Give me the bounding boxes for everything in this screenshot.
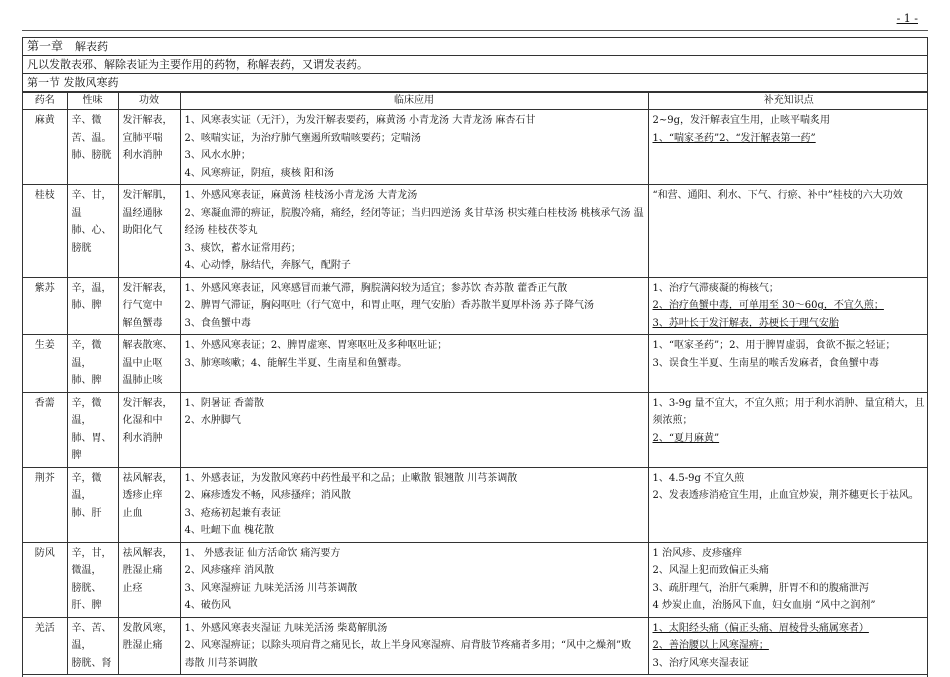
herb-clinical (180, 617, 648, 675)
notes-line: 4 炒炭止血，治肠风下血，妇女血崩 “风中之润剂” (652, 600, 876, 611)
effect-line: 祛风解表， (122, 472, 173, 484)
herb-effect (118, 335, 180, 393)
chapter-subtitle: 解表药 (75, 40, 109, 53)
effect-line: 胜湿止痛 (122, 565, 163, 576)
taste-line: 肺、脾 (71, 300, 102, 311)
clinical-line: 1、 外感表证 仙方活命饮 痛泻要方 (184, 547, 341, 559)
header-clinical: 临床应用 (180, 93, 648, 110)
clinical-line: 2、寒凝血滞的痹证，脘腹冷痛，痛经，经闭等证；当归四逆汤 炙甘草汤 枳实薤白桂枝汤 桃核承气汤 温 (184, 207, 644, 219)
effect-line: 解表散寒、 (122, 340, 173, 351)
table-header-row (23, 93, 928, 110)
table-row (23, 467, 928, 542)
header-rule (22, 30, 928, 31)
herb-effect (118, 110, 180, 185)
herb-table (23, 92, 928, 675)
section-title: 第一节 发散风寒药 (23, 74, 927, 92)
taste-line: 辛、甘， (71, 190, 112, 201)
table-row (23, 542, 928, 617)
notes-line: 3、误食生半夏、生南星的喉舌发麻者，食鱼蟹中毒 (652, 357, 879, 369)
clinical-line: 1、外感风寒表证，麻黄汤 桂枝汤小青龙汤 大青龙汤 (184, 190, 418, 201)
taste-line: 肺、心、 (71, 225, 112, 236)
notes-line: 2、治疗鱼蟹中毒，可单用至 30～60g，不宜久煎； (652, 300, 884, 311)
herb-taste (67, 110, 118, 185)
herb-notes (648, 467, 928, 542)
taste-line: 肺、脾 (71, 375, 102, 386)
clinical-line: 2、风疹瘙痒 消风散 (184, 565, 275, 576)
effect-line: 发汗解表， (122, 282, 173, 294)
effect-line: 温经通脉 (122, 207, 163, 219)
clinical-line: 毒散 川芎茶调散 (184, 657, 258, 669)
effect-line: 行气宽中 (122, 300, 163, 311)
chapter-title-row (23, 38, 927, 56)
herb-notes (648, 110, 928, 185)
taste-line: 微温， (71, 565, 102, 576)
taste-line: 肺、膀胱 (71, 150, 112, 161)
taste-line: 辛，微 (71, 472, 102, 484)
herb-notes (648, 392, 928, 467)
herb-taste (67, 542, 118, 617)
herb-notes (648, 617, 928, 675)
clinical-line: 4、吐衄下血 槐花散 (184, 525, 275, 536)
effect-line: 化湿和中 (122, 415, 163, 426)
notes-line: 1、3-9g 量不宜大，不宜久煎；用于利水消肿、量宜稍大，且须浓煎； (652, 397, 925, 426)
taste-line: 温， (71, 415, 92, 426)
table-row (23, 110, 928, 185)
effect-line: 发汗解表， (122, 115, 173, 126)
chapter-title: 第一章 (27, 39, 64, 53)
header-taste: 性味 (67, 93, 118, 110)
herb-effect (118, 185, 180, 278)
notes-line: 2、发表透疹消疮宜生用，止血宜炒炭，荆芥穗更长于祛风。 (652, 490, 919, 501)
clinical-line: 3、风水水肿； (184, 150, 251, 161)
taste-line: 辛、微 (71, 115, 102, 126)
herb-effect (118, 617, 180, 675)
herb-notes (648, 542, 928, 617)
notes-line: 2~9g，发汗解表宜生用，止咳平喘炙用 (652, 115, 831, 126)
taste-line: 肺、胃、 (71, 432, 112, 444)
table-row (23, 185, 928, 278)
herb-clinical (180, 185, 648, 278)
notes-line: 2、“夏月麻黄” (652, 432, 720, 444)
clinical-line: 2、咳喘实证，为治疗肺气壅遏所致喘咳要药；定喘汤 (184, 132, 421, 144)
notes-line: 1、太阳经头痛（偏正头痛、眉棱骨头痛属寒者） (652, 622, 869, 634)
herb-name: 麻黄 (23, 110, 67, 185)
document-table-frame (22, 37, 928, 677)
herb-name: 羌活 (23, 617, 67, 675)
herb-clinical (180, 542, 648, 617)
notes-line: 2、善治腰以上风寒湿痹； (652, 640, 769, 651)
herb-notes (648, 335, 928, 393)
herb-name: 防风 (23, 542, 67, 617)
herb-clinical (180, 110, 648, 185)
effect-line: 止痉 (122, 582, 143, 594)
herb-name: 桂枝 (23, 185, 67, 278)
taste-line: 膀胱、 (71, 582, 102, 594)
table-row (23, 277, 928, 335)
herb-name: 荆芥 (23, 467, 67, 542)
clinical-line: 2、麻疹透发不畅，风疹搔痒；消风散 (184, 490, 351, 501)
effect-line: 宣肺平喘 (122, 132, 163, 144)
taste-line: 辛，温， (71, 282, 112, 294)
clinical-line: 3、肺寒咳嗽；4、能解生半夏、生南星和鱼蟹毒。 (184, 357, 408, 369)
taste-line: 肝、脾 (71, 600, 102, 611)
clinical-line: 3、疮疡初起兼有表证 (184, 507, 281, 519)
clinical-line: 4、心动悸，脉结代，奔豚气，配附子 (184, 260, 351, 271)
herb-name: 紫苏 (23, 277, 67, 335)
herb-effect (118, 467, 180, 542)
effect-line: 发汗解表， (122, 397, 173, 409)
taste-line: 温， (71, 490, 92, 501)
effect-line: 利水消肿 (122, 432, 163, 444)
herb-clinical (180, 392, 648, 467)
page-number: - 1 - (896, 12, 918, 25)
notes-line: 1、“喘家圣药”2、“发汗解表第一药” (652, 132, 816, 144)
taste-line: 膀胱、肾 (71, 657, 112, 669)
herb-clinical (180, 277, 648, 335)
herb-effect (118, 277, 180, 335)
header-effect: 功效 (118, 93, 180, 110)
herb-taste (67, 467, 118, 542)
herb-name: 生姜 (23, 335, 67, 393)
header-notes: 补充知识点 (648, 93, 928, 110)
effect-line: 温肺止咳 (122, 375, 163, 386)
taste-line: 脾 (71, 450, 82, 461)
effect-line: 发散风寒， (122, 622, 173, 634)
header-name: 药名 (23, 93, 67, 110)
herb-taste (67, 185, 118, 278)
effect-line: 胜湿止痛 (122, 640, 163, 651)
taste-line: 膀胱 (71, 242, 92, 254)
notes-line: 3、疏肝理气，治肝气乘脾，肝胃不和的腹痛泄泻 (652, 582, 869, 594)
notes-line: 1、治疗气滞痰凝的梅核气； (652, 282, 779, 294)
clinical-line: 1、阴暑证 香薷散 (184, 397, 265, 409)
taste-line: 辛、苦、 (71, 622, 112, 634)
effect-line: 透疹止痒 (122, 490, 163, 501)
herb-clinical (180, 467, 648, 542)
notes-line: 3、治疗风寒夹湿表证 (652, 657, 749, 669)
notes-line: 1、“呕家圣药”；2、用于脾胃虚弱，食欲不振之轻证； (652, 340, 896, 351)
effect-line: 助阳化气 (122, 225, 163, 236)
clinical-line: 1、外感风寒表证；2、脾胃虚寒、胃寒呕吐及多种呕吐证； (184, 340, 448, 351)
clinical-line: 3、风寒湿痹证 九味羌活汤 川芎茶调散 (184, 582, 358, 594)
herb-taste (67, 335, 118, 393)
table-row (23, 617, 928, 675)
taste-line: 温 (71, 207, 82, 219)
effect-line: 利水消肿 (122, 150, 163, 161)
effect-line: 解鱼蟹毒 (122, 317, 163, 329)
notes-line: 1 治风疹、皮疹瘙痒 (652, 547, 743, 559)
notes-line: 1、4.5-9g 不宜久煎 (652, 472, 745, 484)
table-row (23, 392, 928, 467)
notes-line: 3、苏叶长于发汗解表，苏梗长于理气安胎 (652, 317, 839, 329)
taste-line: 辛，甘， (71, 547, 112, 559)
taste-line: 温， (71, 640, 92, 651)
clinical-line: 2、脾胃气滞证，胸闷呕吐（行气宽中，和胃止呕，理气安胎）香苏散半夏厚朴汤 苏子降气汤 (184, 300, 595, 311)
notes-line: 2、风湿上犯而致偏正头痛 (652, 565, 769, 576)
notes-line: “和营、通阳、利水、下气、行瘀、补中”桂枝的六大功效 (652, 190, 903, 201)
clinical-line: 3、食鱼蟹中毒 (184, 317, 251, 329)
clinical-line: 1、外感风寒表证，风寒感冒而兼气滞，胸脘满闷较为适宜；参苏饮 杏苏散 藿香正气散 (184, 282, 568, 294)
clinical-line: 经汤 桂枝茯苓丸 (184, 225, 258, 236)
effect-line: 祛风解表， (122, 547, 173, 559)
herb-taste (67, 392, 118, 467)
taste-line: 辛，微 (71, 397, 102, 409)
herb-effect (118, 392, 180, 467)
herb-effect (118, 542, 180, 617)
herb-clinical (180, 335, 648, 393)
taste-line: 肺、肝 (71, 507, 102, 519)
effect-line: 发汗解肌， (122, 190, 173, 201)
herb-notes (648, 185, 928, 278)
effect-line: 止血 (122, 507, 143, 519)
table-row (23, 335, 928, 393)
clinical-line: 2、风寒湿痹证；以除头项肩背之痛见长，故上半身风寒湿痹、肩背肢节疼痛者多用；“风中之燥剂”败 (184, 640, 632, 651)
clinical-line: 1、风寒表实证（无汗），为发汗解表要药，麻黄汤 小青龙汤 大青龙汤 麻杏石甘 (184, 115, 536, 126)
clinical-line: 1、外感风寒表夹湿证 九味羌活汤 柴葛解肌汤 (184, 622, 388, 634)
clinical-line: 1、外感表证，为发散风寒药中药性最平和之品；止嗽散 银翘散 川芎茶调散 (184, 472, 518, 484)
herb-name: 香薷 (23, 392, 67, 467)
herb-taste (67, 617, 118, 675)
herb-notes (648, 277, 928, 335)
chapter-definition: 凡以发散表邪、解除表证为主要作用的药物，称解表药，又谓发表药。 (23, 56, 927, 74)
clinical-line: 4、破伤风 (184, 600, 231, 611)
clinical-line: 4、风寒痹证，阴疽，痰核 阳和汤 (184, 167, 335, 179)
taste-line: 辛，微 (71, 340, 102, 351)
taste-line: 温， (71, 357, 92, 369)
herb-taste (67, 277, 118, 335)
clinical-line: 3、痰饮，蓄水证常用药； (184, 242, 301, 254)
taste-line: 苦、温。 (71, 132, 112, 144)
clinical-line: 2、水肿脚气 (184, 415, 241, 426)
effect-line: 温中止呕 (122, 357, 163, 369)
